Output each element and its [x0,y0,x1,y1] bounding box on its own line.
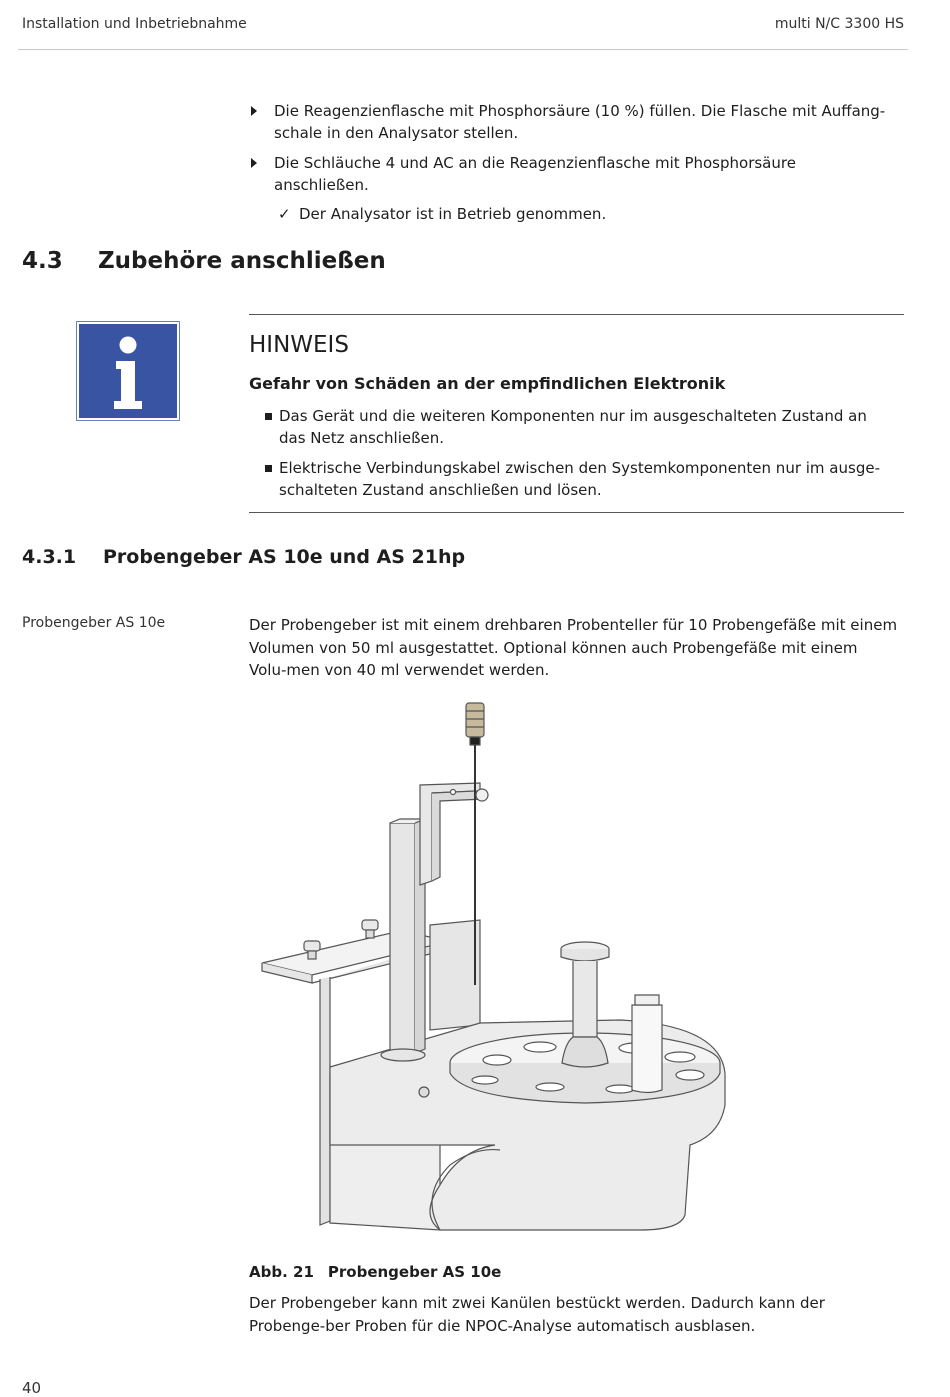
square-bullet-icon [265,465,272,472]
arrow-bullet-icon [251,106,257,116]
step-item [249,100,889,144]
notice-item-text: Das Gerät und die weiteren Komponenten nur im ausgeschalteten Zustand an das Netz anschließen. [279,407,867,447]
followup-paragraph: Der Probengeber kann mit zwei Kanülen bestückt werden. Dadurch kann der Probenge-ber Proben für die NPOC-Analyse automatisch ausblasen. [249,1294,825,1335]
section-title: Zubehöre anschließen [98,248,386,274]
page-number: 40 [22,1379,42,1397]
figure-caption-text: Probengeber AS 10e [327,1263,502,1281]
header-chapter: Installation und Inbetriebnahme [22,16,247,32]
notice-item [249,457,894,501]
step-result [249,203,889,225]
notice-item [249,405,894,449]
figure-number: Abb. 21 [249,1263,314,1281]
notice-top-rule [249,314,904,315]
margin-label: Probengeber AS 10e [22,615,166,631]
section-number: 4.3 [22,248,63,274]
autosampler-illustration [240,695,740,1240]
result-text: Der Analysator ist in Betrieb genommen. [299,205,607,223]
notice-subtitle: Gefahr von Schäden an der empfindlichen Elektronik [249,374,726,393]
header-product: multi N/C 3300 HS [774,16,904,32]
notice-bottom-rule [249,512,904,513]
checkmark-icon: ✓ [278,205,291,223]
description-paragraph: Der Probengeber ist mit einem drehbaren Probenteller für 10 Probengefäße mit einem Volumen von 50 ml ausgestattet. Optional können auch Probengefäße mit einem Volu-men von 40 ml verwendet werden. [249,616,898,679]
arrow-bullet-icon [251,158,257,168]
subsection-heading [22,546,465,568]
notice-item-text: Elektrische Verbindungskabel zwischen den Systemkomponenten nur im ausge-schalteten Zustand anschließen und lösen. [279,459,880,499]
notice-title: HINWEIS [249,332,349,358]
step-text: Die Schläuche 4 und AC an die Reagenzienflasche mit Phosphorsäure anschließen. [274,154,796,194]
instruction-steps [249,100,889,225]
subsection-title: Probengeber AS 10e und AS 21hp [103,546,466,568]
header-divider [18,49,908,50]
info-icon [76,321,180,421]
figure-caption [249,1263,501,1281]
step-item [249,152,889,196]
square-bullet-icon [265,413,272,420]
section-heading [22,248,386,274]
subsection-number: 4.3.1 [22,546,77,568]
notice-list [249,405,894,509]
step-text: Die Reagenzienflasche mit Phosphorsäure (10 %) füllen. Die Flasche mit Auffang-schale in den Analysator stellen. [274,102,886,142]
